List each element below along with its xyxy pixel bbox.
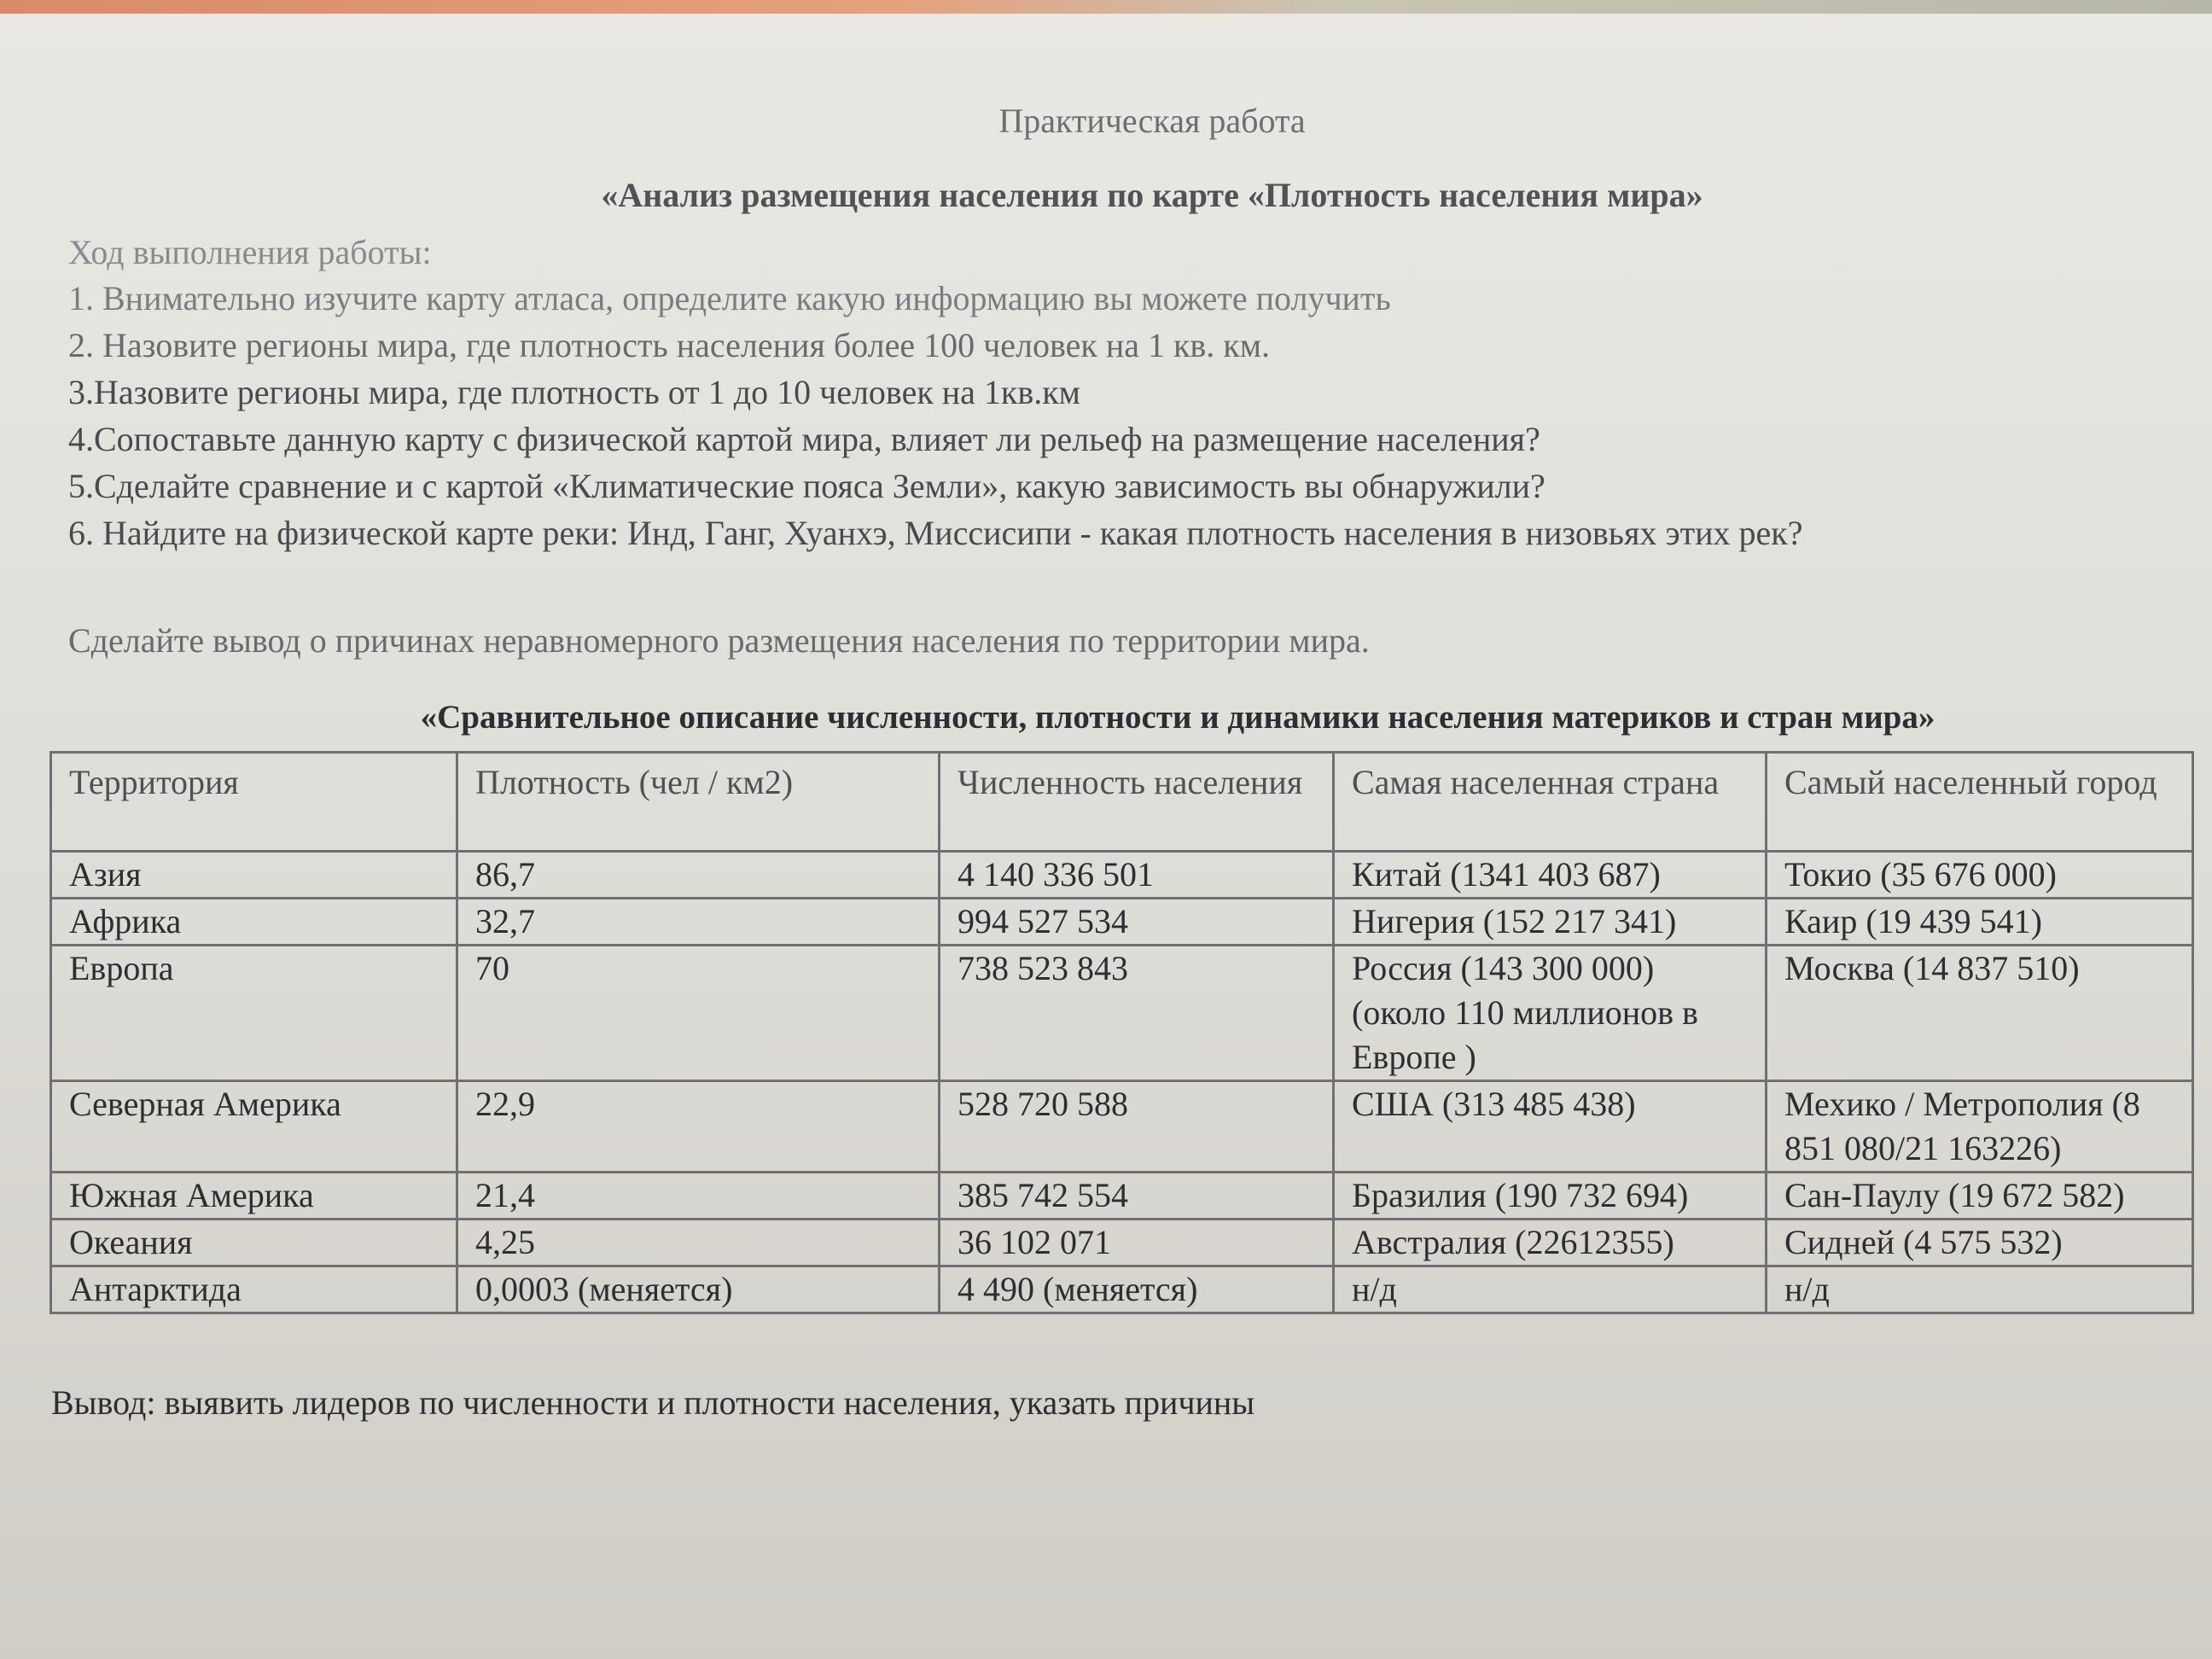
table-row	[51, 852, 2193, 899]
cell-density: 86,7	[457, 852, 940, 899]
step-item: 5.Сделайте сравнение и с картой «Климатические пояса Земли», какую зависимость вы обнаружили?	[68, 467, 1545, 505]
cell-city: Сан-Паулу (19 672 582)	[1767, 1173, 2193, 1220]
cell-city: Токио (35 676 000)	[1767, 852, 2193, 899]
final-conclusion: Вывод: выявить лидеров по численности и плотности населения, указать причины	[51, 1383, 1255, 1422]
cell-population: 4 140 336 501	[940, 852, 1334, 899]
cell-density: 0,0003 (меняется)	[457, 1266, 940, 1313]
cell-population: 738 523 843	[940, 946, 1334, 1081]
cell-city: Москва (14 837 510)	[1767, 946, 2193, 1081]
steps-list	[68, 275, 2151, 556]
cell-territory: Океания	[51, 1220, 457, 1266]
table-row	[51, 1173, 2193, 1220]
table-row	[51, 946, 2193, 1081]
cell-territory: Северная Америка	[51, 1081, 457, 1173]
table-row	[51, 1266, 2193, 1313]
cell-territory: Азия	[51, 852, 457, 899]
header-most-populous-country: Самая населенная страна	[1334, 753, 1767, 852]
population-table	[49, 751, 2194, 1314]
cell-density: 22,9	[457, 1081, 940, 1173]
table-row	[51, 899, 2193, 946]
cell-city: Каир (19 439 541)	[1767, 899, 2193, 946]
cell-country: Бразилия (190 732 694)	[1334, 1173, 1767, 1220]
cell-country: США (313 485 438)	[1334, 1081, 1767, 1173]
cell-density: 70	[457, 946, 940, 1081]
cell-country: н/д	[1334, 1266, 1767, 1313]
worksheet-title: Практическая работа	[998, 102, 1306, 140]
cell-country: Нигерия (152 217 341)	[1334, 899, 1767, 946]
cell-city: Сидней (4 575 532)	[1767, 1220, 2193, 1266]
cell-territory: Европа	[51, 946, 457, 1081]
header-most-populous-city: Самый населенный город	[1767, 753, 2193, 852]
step-item: 4.Сопоставьте данную карту с физической картой мира, влияет ли рельеф на размещение населения?	[68, 420, 1540, 458]
cell-city: н/д	[1767, 1266, 2193, 1313]
step-item: 6. Найдите на физической карте реки: Инд, Ганг, Хуанхэ, Миссисипи - какая плотность населения в низовьях этих рек?	[68, 514, 1803, 552]
header-territory: Территория	[51, 753, 457, 852]
table-row	[51, 1220, 2193, 1266]
conclusion-task: Сделайте вывод о причинах неравномерного размещения населения по территории мира.	[68, 621, 1370, 660]
cell-territory: Африка	[51, 899, 457, 946]
table-title: «Сравнительное описание численности, плотности и динамики населения материков и стран мира»	[420, 699, 1936, 736]
cell-country: Россия (143 300 000) (около 110 миллионов в Европе )	[1334, 946, 1767, 1081]
steps-heading: Ход выполнения работы:	[68, 233, 432, 271]
cell-territory: Антарктида	[51, 1266, 457, 1313]
cell-density: 21,4	[457, 1173, 940, 1220]
step-item: 1. Внимательно изучите карту атласа, определите какую информацию вы можете получить	[68, 279, 1391, 317]
worksheet-subtitle: «Анализ размещения населения по карте «Плотность населения мира»	[601, 176, 1703, 214]
cell-territory: Южная Америка	[51, 1173, 457, 1220]
cell-population: 36 102 071	[940, 1220, 1334, 1266]
cell-city: Мехико / Метрополия (8 851 080/21 163226)	[1767, 1081, 2193, 1173]
cell-population: 4 490 (меняется)	[940, 1266, 1334, 1313]
cell-country: Китай (1341 403 687)	[1334, 852, 1767, 899]
step-item: 3.Назовите регионы мира, где плотность от 1 до 10 человек на 1кв.км	[68, 373, 1080, 411]
cell-population: 528 720 588	[940, 1081, 1334, 1173]
cell-country: Австралия (22612355)	[1334, 1220, 1767, 1266]
header-density: Плотность (чел / км2)	[457, 753, 940, 852]
header-population: Численность населения	[940, 753, 1334, 852]
table-row	[51, 1081, 2193, 1173]
step-item: 2. Назовите регионы мира, где плотность населения более 100 человек на 1 кв. км.	[68, 326, 1271, 364]
cell-density: 32,7	[457, 899, 940, 946]
photo-background-strip	[0, 0, 2212, 14]
cell-population: 994 527 534	[940, 899, 1334, 946]
cell-density: 4,25	[457, 1220, 940, 1266]
population-table-wrapper	[49, 751, 2192, 1314]
cell-population: 385 742 554	[940, 1173, 1334, 1220]
table-header-row	[51, 753, 2193, 852]
